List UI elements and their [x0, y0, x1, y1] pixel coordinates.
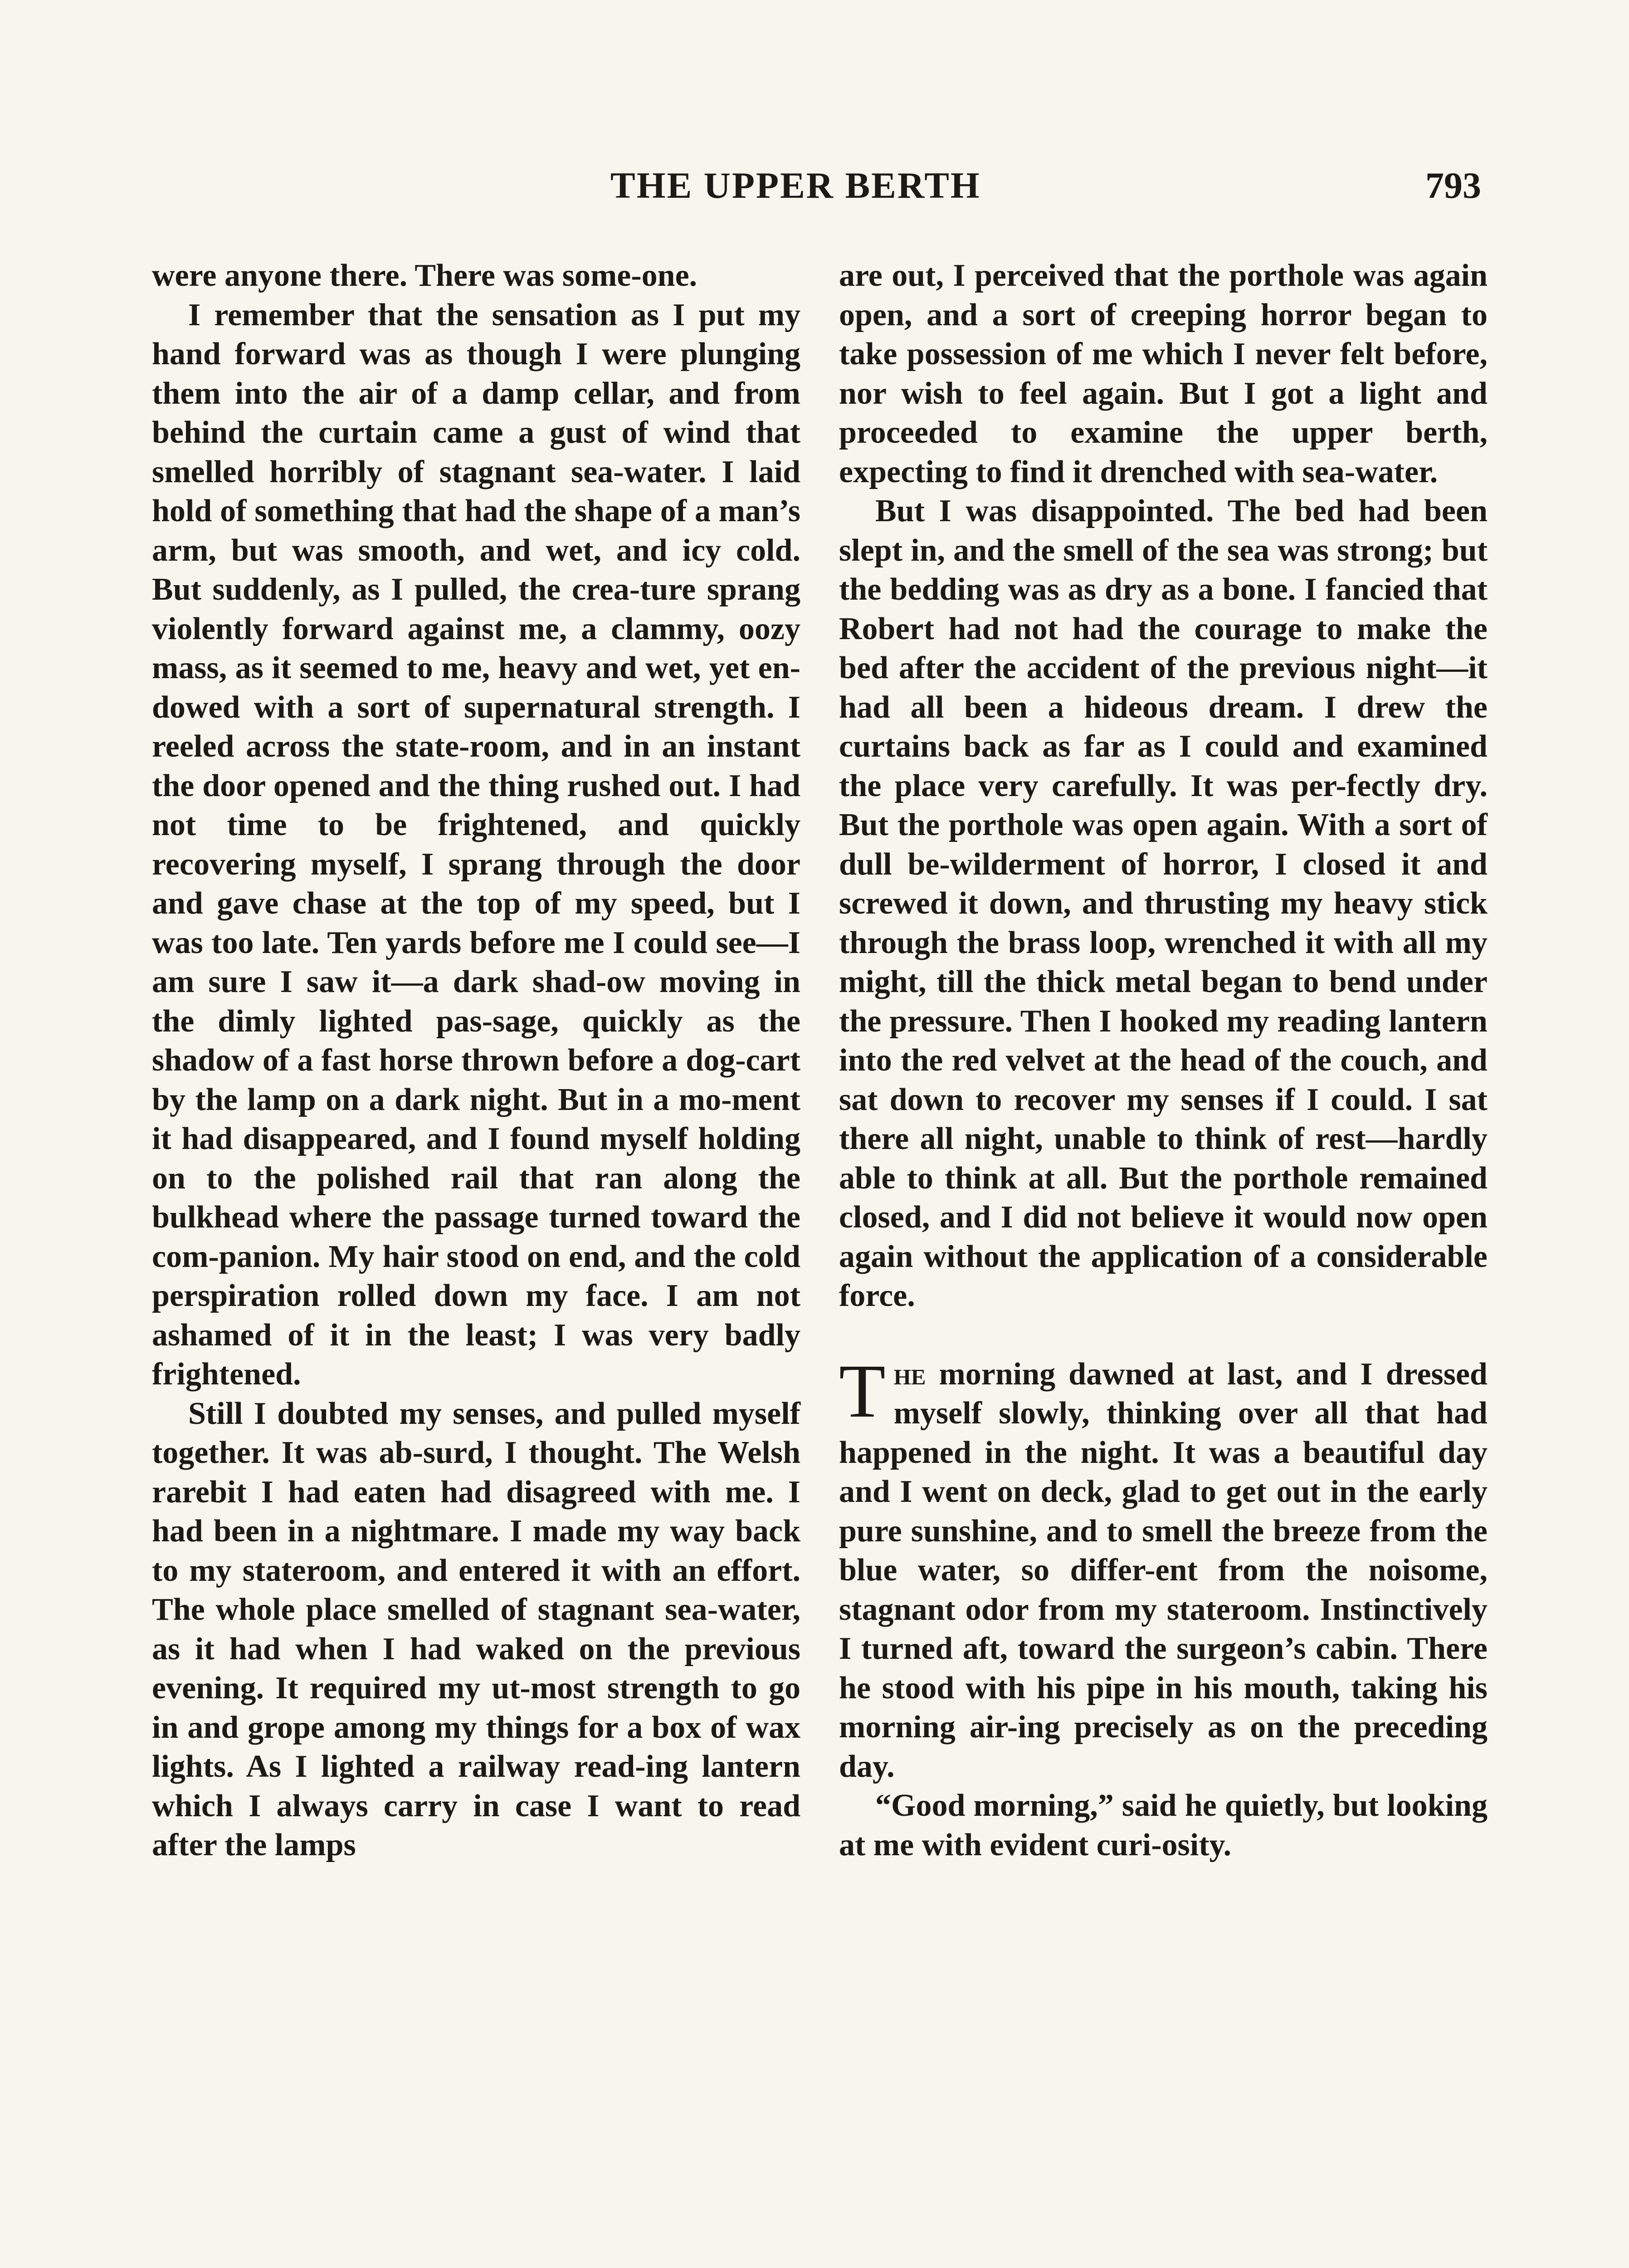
drop-cap: T	[839, 1349, 886, 1433]
small-caps-opening: he	[893, 1356, 926, 1392]
paragraph-body: morning dawned at last, and I dressed myself slowly, thinking over all that had happened in the night. It was a beautiful day and I went on deck, glad to get out in the early pure sunshine, and to smell the breeze from the blue water, so differ-ent from the noisome, stagnant odor from my stateroom. Instinctively I turned aft, toward the surgeon’s cabin. There he stood with his pipe in his mouth, taking his morning air-ing precisely as on the preceding day.	[839, 1356, 1488, 1784]
right-text-column	[839, 256, 1488, 1865]
left-paragraph-2: I remember that the sensation as I put my hand forward was as though I were plunging them into the air of a damp cellar, and from behind the curtain came a gust of wind that smelled horribly of stagnant sea-water. I laid hold of something that had the shape of a man’s arm, but was smooth, and wet, and icy cold. But suddenly, as I pulled, the crea-ture sprang violently forward against me, a clammy, oozy mass, as it seemed to me, heavy and wet, yet en-dowed with a sort of supernatural strength. I reeled across the state-room, and in an instant the door opened and the thing rushed out. I had not time to be frightened, and quickly recovering myself, I sprang through the door and gave chase at the top of my speed, but I was too late. Ten yards before me I could see—I am sure I saw it—a dark shad-ow moving in the dimly lighted pas-sage, quickly as the shadow of a fast horse thrown before a dog-cart by the lamp on a dark night. But in a mo-ment it had disappeared, and I found myself holding on to the polished rail that ran along the bulkhead where the passage turned toward the com-panion. My hair stood on end, and the cold perspiration rolled down my face. I am not ashamed of it in the least; I was very badly frightened.	[152, 297, 800, 1392]
running-title: THE UPPER BERTH	[610, 165, 981, 206]
page-number: 793	[1425, 165, 1481, 206]
left-paragraph-3: Still I doubted my senses, and pulled myself together. It was ab-surd, I thought. The Welsh rarebit I had eaten had disagreed with me. I had been in a nightmare. I made my way back to my stateroom, and entered it with an effort. The whole place smelled of stagnant sea-water, as it had when I had waked on the previous evening. It required my ut-most strength to go in and grope among my things for a box of wax lights. As I lighted a railway read-ing lantern which I always carry in case I want to read after the lamps	[152, 1396, 800, 1862]
left-paragraph-1: were anyone there. There was some-one.	[152, 258, 697, 293]
right-paragraph-3-section-start	[839, 1349, 1488, 1787]
left-text-column	[152, 256, 800, 1865]
right-paragraph-4: “Good morning,” said he quietly, but looking at me with evident curi-osity.	[839, 1788, 1488, 1862]
right-paragraph-1: are out, I perceived that the porthole was again open, and a sort of creeping horror began to take possession of me which I never felt before, nor wish to feel again. But I got a light and proceeded to examine the upper berth, expecting to find it drenched with sea-water.	[839, 258, 1488, 489]
right-paragraph-2: But I was disappointed. The bed had been slept in, and the smell of the sea was strong; but the bedding was as dry as a bone. I fancied that Robert had not had the courage to make the bed after the accident of the previous night—it had all been a hideous dream. I drew the curtains back as far as I could and examined the place very carefully. It was per-fectly dry. But the porthole was open again. With a sort of dull be-wilderment of horror, I closed it and screwed it down, and thrusting my heavy stick through the brass loop, wrenched it with all my might, till the thick metal began to bend under the pressure. Then I hooked my reading lantern into the red velvet at the head of the couch, and sat down to recover my senses if I could. I sat there all night, unable to think of rest—hardly able to think at all. But the porthole remained closed, and I did not believe it would now open again without the application of a considerable force.	[839, 494, 1488, 1313]
